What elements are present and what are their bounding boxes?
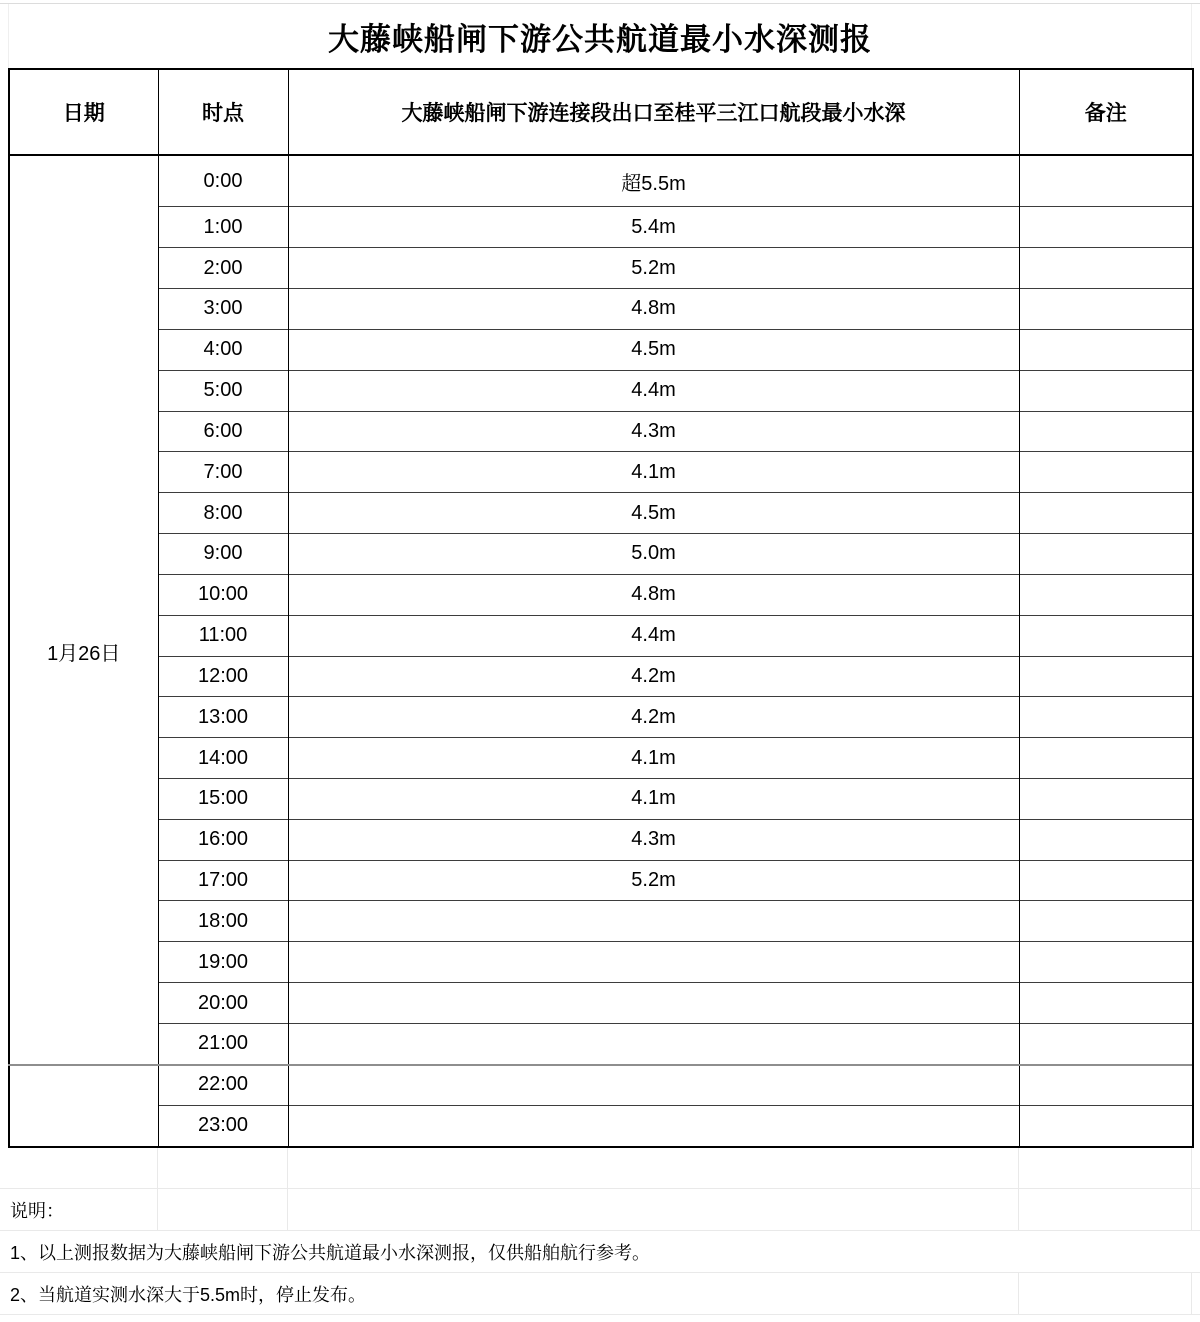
time-cell: 13:00: [158, 697, 288, 738]
time-cell: 0:00: [158, 155, 288, 207]
time-cell: 12:00: [158, 656, 288, 697]
time-cell: 9:00: [158, 534, 288, 575]
time-cell: 23:00: [158, 1105, 288, 1147]
depth-cell: 4.2m: [288, 697, 1019, 738]
gridline: [1191, 1273, 1192, 1314]
remark-cell: [1019, 1064, 1193, 1105]
gridline: [1018, 1148, 1019, 1188]
remark-cell: [1019, 656, 1193, 697]
remark-cell: [1019, 983, 1193, 1024]
time-cell: 11:00: [158, 615, 288, 656]
depth-cell: [288, 942, 1019, 983]
table-row: [9, 819, 1193, 860]
table-row: [9, 289, 1193, 330]
depth-cell: 4.3m: [288, 819, 1019, 860]
remark-cell: [1019, 248, 1193, 289]
remark-cell: [1019, 819, 1193, 860]
depth-cell: 5.2m: [288, 860, 1019, 901]
gridline: [1191, 1189, 1192, 1230]
table-row: [9, 370, 1193, 411]
header-time: 时点: [158, 69, 288, 155]
remark-cell: [1019, 697, 1193, 738]
table-row: [9, 534, 1193, 575]
depth-cell: 4.4m: [288, 615, 1019, 656]
table-row: [9, 207, 1193, 248]
time-cell: 3:00: [158, 289, 288, 330]
note-1-text: 1、以上测报数据为大藤峡船闸下游公共航道最小水深测报，仅供船舶航行参考。: [10, 1242, 651, 1263]
remark-cell: [1019, 860, 1193, 901]
time-cell: 18:00: [158, 901, 288, 942]
depth-cell: 超5.5m: [288, 155, 1019, 207]
table-row: [9, 697, 1193, 738]
table-row: [9, 615, 1193, 656]
date-cell: 1月26日: [9, 155, 158, 1147]
remark-cell: [1019, 411, 1193, 452]
depth-cell: [288, 901, 1019, 942]
remark-cell: [1019, 942, 1193, 983]
note-row-1: [0, 1231, 1200, 1273]
remark-cell: [1019, 289, 1193, 330]
time-cell: 20:00: [158, 983, 288, 1024]
remark-cell: [1019, 738, 1193, 779]
time-cell: 16:00: [158, 819, 288, 860]
time-cell: 8:00: [158, 493, 288, 534]
note-2-text: 2、当航道实测水深大于5.5m时，停止发布。: [10, 1284, 367, 1305]
remark-cell: [1019, 329, 1193, 370]
depth-cell: [288, 1105, 1019, 1147]
depth-cell: 4.1m: [288, 778, 1019, 819]
depth-cell: 4.4m: [288, 370, 1019, 411]
depth-cell: [288, 1064, 1019, 1105]
table-row: [9, 901, 1193, 942]
table-row: [9, 155, 1193, 207]
header-date: 日期: [9, 69, 158, 155]
notes-label-row: [0, 1189, 1200, 1231]
table-row: [9, 778, 1193, 819]
time-cell: 5:00: [158, 370, 288, 411]
depth-cell: 4.1m: [288, 738, 1019, 779]
time-cell: 2:00: [158, 248, 288, 289]
remark-cell: [1019, 778, 1193, 819]
remark-cell: [1019, 207, 1193, 248]
table-row: [9, 1023, 1193, 1064]
remark-cell: [1019, 155, 1193, 207]
table-row: [9, 860, 1193, 901]
gridline: [157, 1148, 158, 1188]
remark-cell: [1019, 901, 1193, 942]
depth-cell: 5.0m: [288, 534, 1019, 575]
table-row: [9, 738, 1193, 779]
depth-cell: [288, 1023, 1019, 1064]
table-row: [9, 411, 1193, 452]
time-cell: 14:00: [158, 738, 288, 779]
depth-cell: 4.3m: [288, 411, 1019, 452]
depth-cell: 5.4m: [288, 207, 1019, 248]
table-row: [9, 942, 1193, 983]
table-row: [9, 983, 1193, 1024]
header-depth: 大藤峡船闸下游连接段出口至桂平三江口航段最小水深: [288, 69, 1019, 155]
time-cell: 19:00: [158, 942, 288, 983]
table-row: [9, 452, 1193, 493]
depth-report-table: [8, 68, 1194, 1148]
gridline: [1191, 1148, 1192, 1188]
table-row: [9, 248, 1193, 289]
table-row: [9, 656, 1193, 697]
note-row-2: [0, 1273, 1200, 1315]
gridline: [157, 1189, 158, 1230]
remark-cell: [1019, 1023, 1193, 1064]
header-remark: 备注: [1019, 69, 1193, 155]
remark-cell: [1019, 534, 1193, 575]
depth-cell: 4.1m: [288, 452, 1019, 493]
remark-cell: [1019, 452, 1193, 493]
empty-grid-row: [0, 1148, 1200, 1189]
remark-cell: [1019, 1105, 1193, 1147]
time-cell: 17:00: [158, 860, 288, 901]
table-row: [9, 1105, 1193, 1147]
remark-cell: [1019, 574, 1193, 615]
gridline: [287, 1148, 288, 1188]
remark-cell: [1019, 615, 1193, 656]
time-cell: 15:00: [158, 778, 288, 819]
time-cell: 6:00: [158, 411, 288, 452]
notes-section: [0, 1148, 1200, 1315]
remark-cell: [1019, 370, 1193, 411]
table-row: [9, 329, 1193, 370]
time-cell: 7:00: [158, 452, 288, 493]
depth-cell: 4.5m: [288, 493, 1019, 534]
depth-cell: 5.2m: [288, 248, 1019, 289]
gridline: [287, 1189, 288, 1230]
stitch-artifact-line: [8, 1064, 1192, 1066]
depth-cell: 4.8m: [288, 574, 1019, 615]
time-cell: 22:00: [158, 1064, 288, 1105]
notes-label: 说明：: [10, 1200, 64, 1221]
table-row: [9, 493, 1193, 534]
time-cell: 4:00: [158, 329, 288, 370]
table-row: [9, 574, 1193, 615]
table-row: [9, 1064, 1193, 1105]
time-cell: 10:00: [158, 574, 288, 615]
time-cell: 1:00: [158, 207, 288, 248]
gridline: [1018, 1273, 1019, 1314]
depth-cell: 4.5m: [288, 329, 1019, 370]
gridline: [1018, 1189, 1019, 1230]
depth-cell: [288, 983, 1019, 1024]
remark-cell: [1019, 493, 1193, 534]
depth-cell: 4.2m: [288, 656, 1019, 697]
depth-cell: 4.8m: [288, 289, 1019, 330]
header-row: [9, 69, 1193, 155]
time-cell: 21:00: [158, 1023, 288, 1064]
report-title: 大藤峡船闸下游公共航道最小水深测报: [8, 4, 1192, 68]
